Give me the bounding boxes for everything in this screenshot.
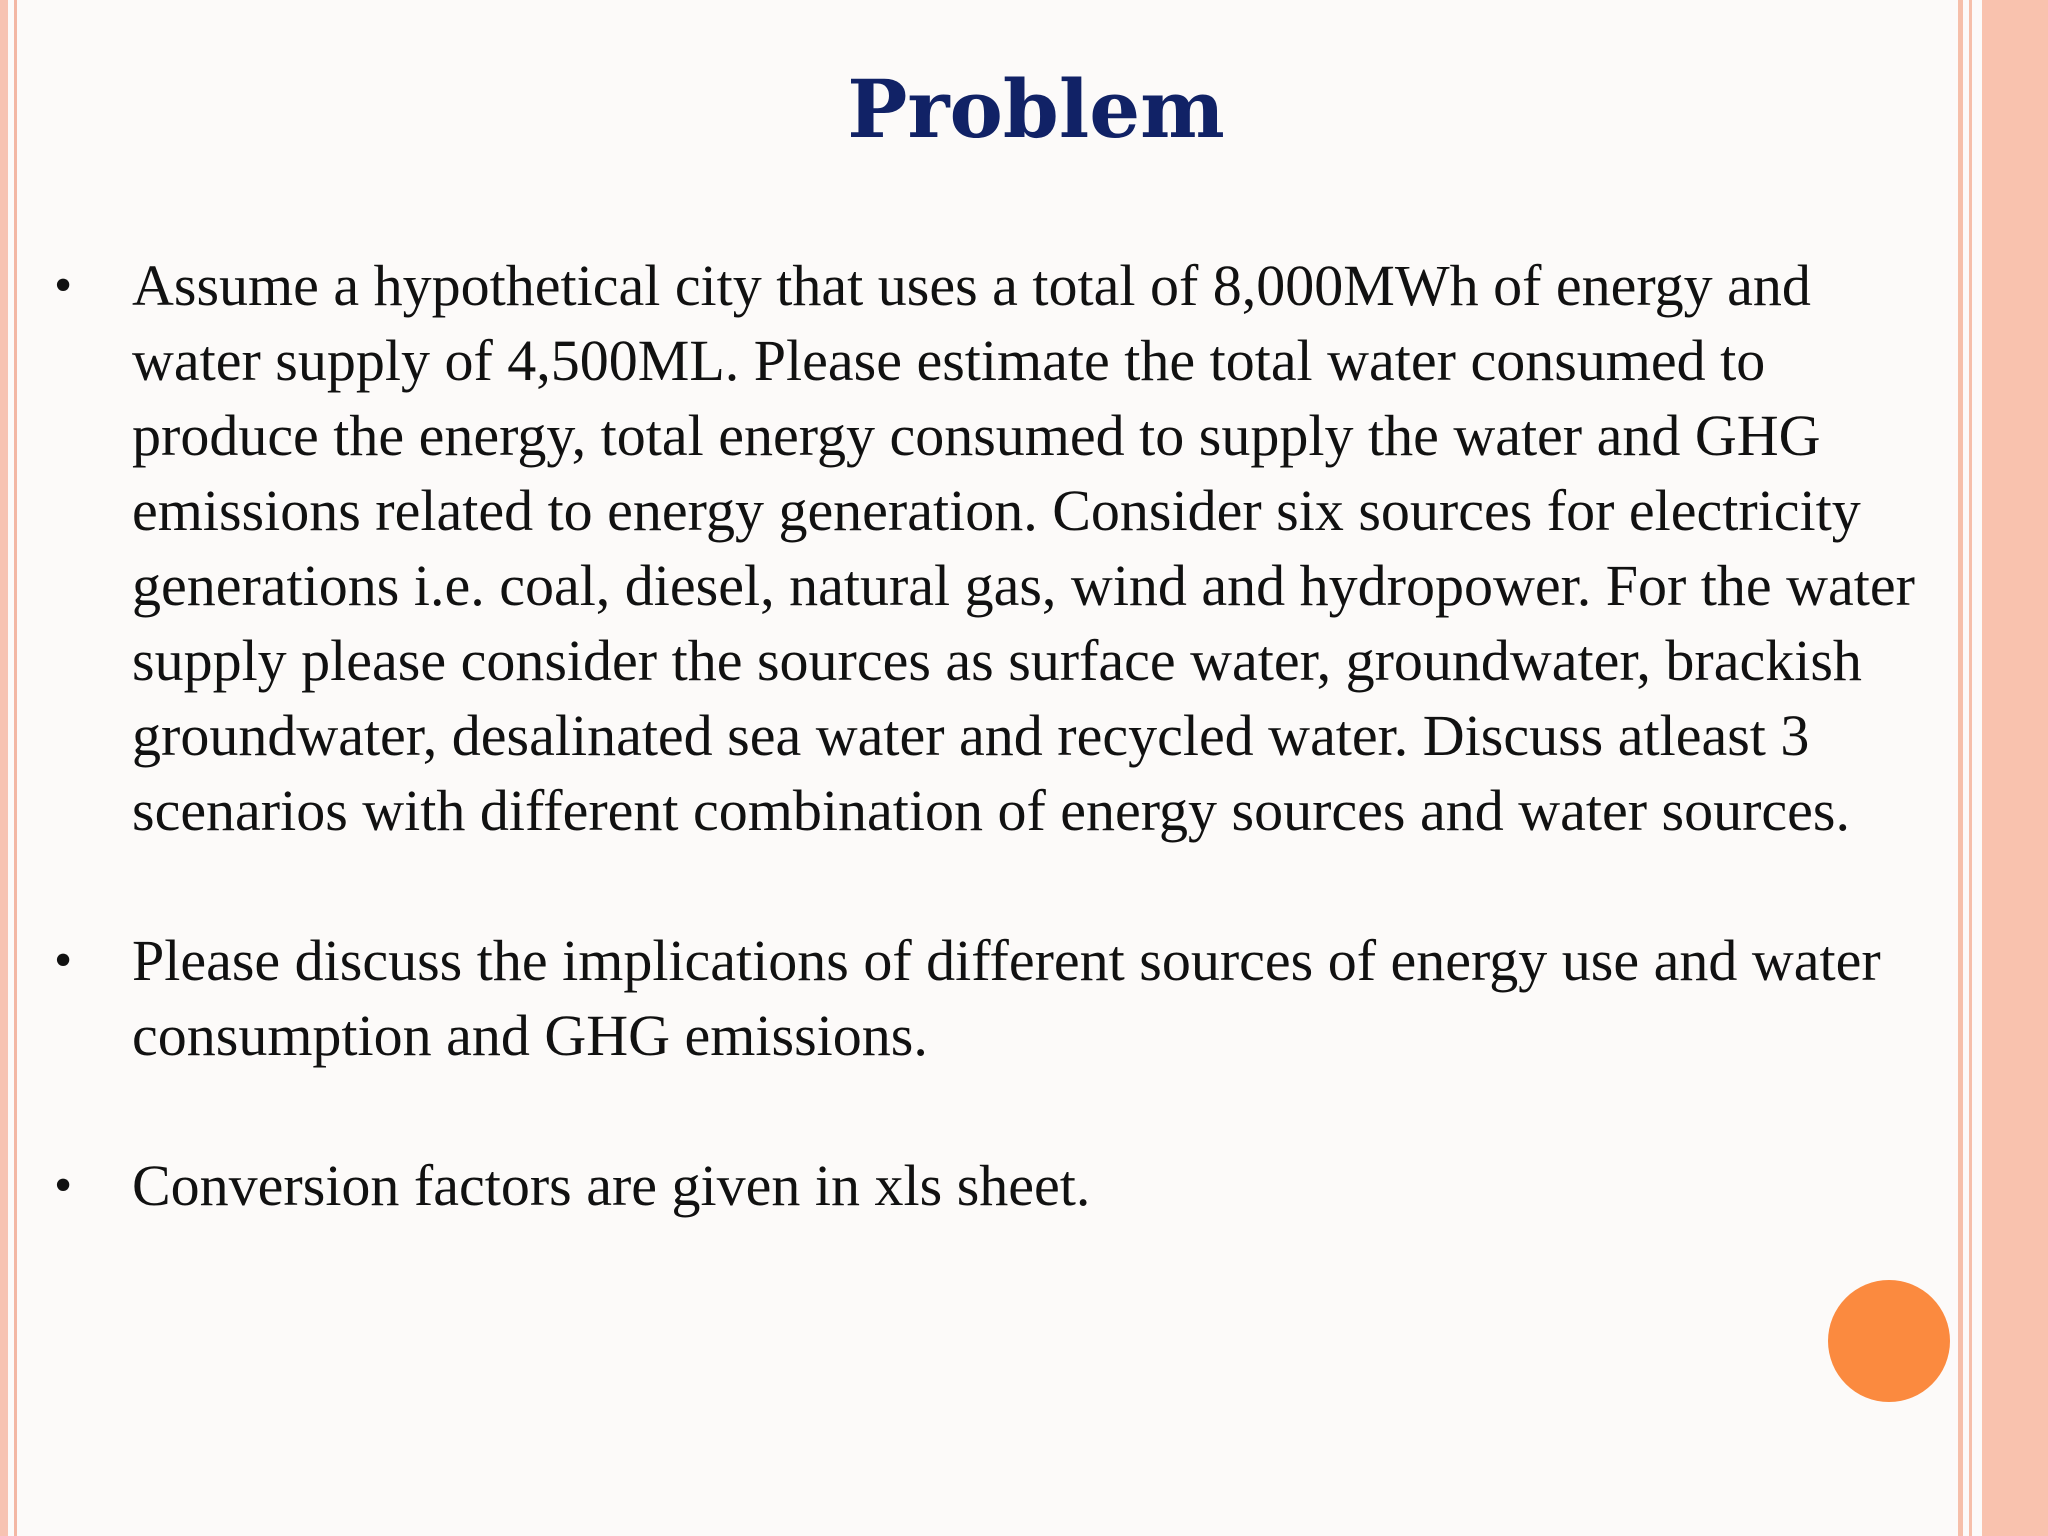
left-border-line (14, 0, 17, 1536)
slide-title: Problem (847, 62, 1225, 156)
bullet-marker: • (54, 932, 73, 989)
bullet-marker: • (54, 1157, 73, 1214)
right-border-band (1982, 0, 2048, 1536)
bullet-text: Conversion factors are given in xls sheet. (132, 1153, 1091, 1218)
bullet-item-1 (52, 248, 1932, 848)
bullet-item-2 (52, 923, 1932, 1073)
bullet-marker: • (54, 257, 73, 314)
bullet-item-3 (52, 1148, 1932, 1223)
left-border-stripe (0, 0, 8, 1536)
spacer (52, 848, 1932, 923)
orange-circle-decoration (1828, 1280, 1950, 1402)
bullet-list (52, 248, 1932, 1223)
bullet-text: Assume a hypothetical city that uses a total of 8,000MWh of energy and water supply of 4,500ML. Please estimate the total water consumed to produce the energy, total energy consumed to supply the water and GHG emissions related to energy generation. Consider six sources for electricity generations i.e. coal, diesel, natural gas, wind and hydropower. For the water supply please consider the sources as surface water, groundwater, brackish groundwater, desalinated sea water and recycled water. Discuss atleast 3 scenarios with different combination of energy sources and water sources. (132, 253, 1915, 843)
bullet-text: Please discuss the implications of different sources of energy use and water consumption and GHG emissions. (132, 928, 1881, 1068)
right-border-line (1958, 0, 1963, 1536)
right-border-thin-line (1969, 0, 1972, 1536)
spacer (52, 1073, 1932, 1148)
